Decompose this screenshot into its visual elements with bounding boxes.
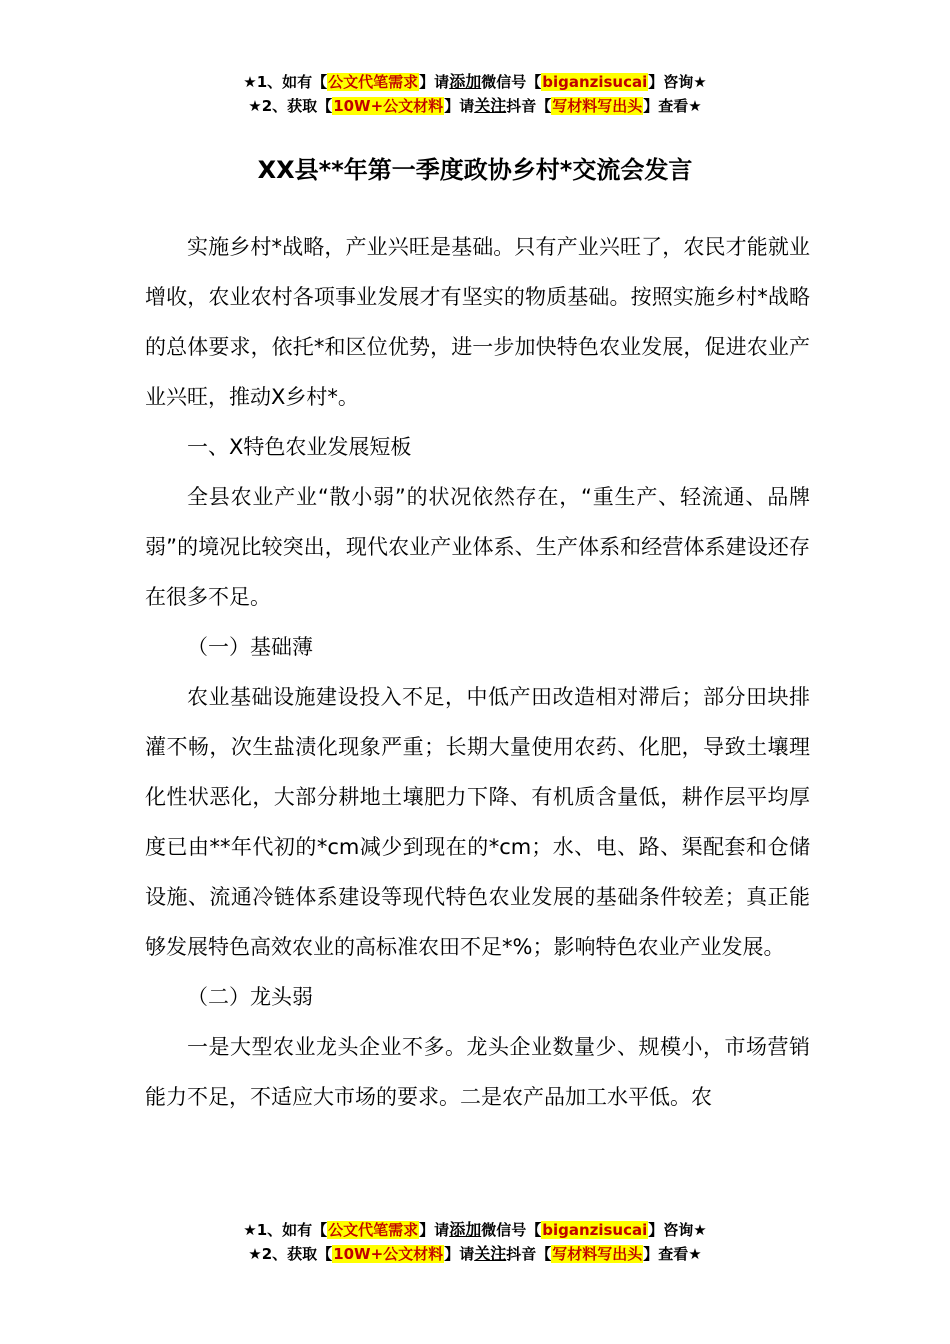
banner-line-2 <box>0 1242 950 1266</box>
banner-highlight: 公文代笔需求 <box>328 1221 419 1239</box>
paragraph-overview: 全县农业产业“散小弱”的状况依然存在，“重生产、轻流通、品牌弱”的境况比较突出，现代农业产业体系、生产体系和经营体系建设还存在很多不足。 <box>145 485 810 609</box>
banner-highlight: biganzisucai <box>542 73 648 91</box>
document-title: XX县**年第一季度政协乡村*交流会发言 <box>257 156 693 184</box>
header-banner <box>0 70 950 118</box>
paragraph-foundation: 农业基础设施建设投入不足，中低产田改造相对滞后；部分田块排灌不畅，次生盐渍化现象严重；长期大量使用农药、化肥，导致土壤理化性状恶化，大部分耕地土壤肥力下降、有机质含量低，耕作层平均厚度已由**年代初的*cm减少到现在的*cm；水、电、路、渠配套和仓储设施、流通冷链体系建设等现代特色农业发展的基础条件较差；真正能够发展特色高效农业的高标准农田不足*%；影响特色农业产业发展。 <box>145 685 810 959</box>
banner-highlight: 写材料写出头 <box>552 97 643 115</box>
document-body <box>145 222 810 1122</box>
banner-text: ★1、如有【 <box>243 1221 328 1239</box>
banner-text: ★1、如有【 <box>243 73 328 91</box>
banner-text: 】查看★ <box>643 97 702 115</box>
banner-highlight: 写材料写出头 <box>552 1245 643 1263</box>
banner-highlight: 公文代笔需求 <box>328 73 419 91</box>
banner-highlight: 10W+公文材料 <box>333 97 444 115</box>
banner-text: 】咨询★ <box>648 73 707 91</box>
banner-text: ★2、获取【 <box>248 97 333 115</box>
banner-text: ★2、获取【 <box>248 1245 333 1263</box>
section-heading-1: 一、X特色农业发展短板 <box>187 435 412 459</box>
paragraph-leaders: 一是大型农业龙头企业不多。龙头企业数量少、规模小，市场营销能力不足，不适应大市场的要求。二是农产品加工水平低。农 <box>145 1035 810 1109</box>
banner-underline: 添加 <box>449 72 482 91</box>
banner-text: 抖音【 <box>506 97 552 115</box>
banner-text: 微信号【 <box>481 1221 542 1239</box>
banner-underline: 关注 <box>474 96 507 115</box>
banner-text: 微信号【 <box>481 73 542 91</box>
subheading-1: （一）基础薄 <box>187 635 313 659</box>
banner-text: 】请 <box>444 97 475 115</box>
banner-line-1 <box>0 70 950 94</box>
banner-line-2 <box>0 94 950 118</box>
footer-banner <box>0 1218 950 1266</box>
banner-text: 】查看★ <box>643 1245 702 1263</box>
banner-line-1 <box>0 1218 950 1242</box>
banner-text: 】请 <box>419 73 450 91</box>
banner-text: 抖音【 <box>506 1245 552 1263</box>
banner-text: 】请 <box>444 1245 475 1263</box>
banner-text: 】咨询★ <box>648 1221 707 1239</box>
banner-text: 】请 <box>419 1221 450 1239</box>
banner-underline: 添加 <box>449 1220 482 1239</box>
banner-underline: 关注 <box>474 1244 507 1263</box>
paragraph-intro: 实施乡村*战略，产业兴旺是基础。只有产业兴旺了，农民才能就业增收，农业农村各项事业发展才有坚实的物质基础。按照实施乡村*战略的总体要求，依托*和区位优势，进一步加快特色农业发展，促进农业产业兴旺，推动X乡村*。 <box>145 235 810 409</box>
subheading-2: （二）龙头弱 <box>187 985 313 1009</box>
banner-highlight: 10W+公文材料 <box>333 1245 444 1263</box>
banner-highlight: biganzisucai <box>542 1221 648 1239</box>
